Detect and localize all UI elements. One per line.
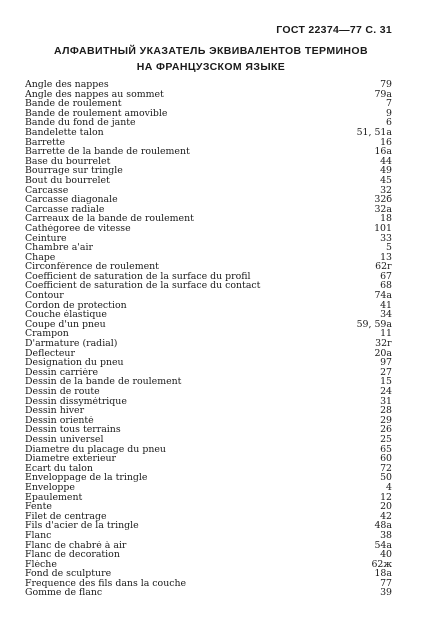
entry-number: 65 [380, 443, 392, 455]
entry-term: Dessin de route [25, 387, 100, 397]
index-entry [25, 157, 392, 167]
entry-number: 15 [380, 376, 392, 388]
entry-number: 32 [380, 184, 392, 196]
index-entry [25, 195, 392, 205]
entry-term: Frequence des fils dans la couche [25, 578, 187, 589]
entry-number: 16a [374, 146, 392, 158]
entry-number: 9 [386, 107, 392, 119]
index-entry [25, 531, 392, 541]
entry-number: 16 [380, 136, 392, 148]
entry-number: 31 [380, 395, 392, 407]
index-entry [25, 138, 392, 148]
index-entry [25, 205, 392, 215]
entry-term: Fond de sculpture [25, 569, 112, 579]
index-entry [25, 262, 392, 272]
index-entry [25, 454, 392, 464]
index-entry [25, 406, 392, 416]
entry-term: Barrette [25, 137, 66, 148]
entry-term: Epaulement [25, 492, 83, 503]
entry-term: Chape [25, 252, 56, 263]
entry-number: 49 [380, 165, 392, 177]
entry-number: 74a [374, 290, 392, 302]
entry-term: Carcasse [25, 185, 69, 196]
entry-term: Dessin de la bande de roulement [25, 377, 182, 387]
entry-number: 18 [380, 213, 392, 225]
index-entry [25, 166, 392, 176]
entry-term: Gomme de flanc [25, 588, 103, 599]
entry-number: 60 [380, 453, 392, 465]
index-entry [25, 109, 392, 119]
entry-term: Deflecteur [25, 348, 75, 359]
entry-term: Chambre a'air [25, 243, 93, 253]
index-entry [25, 320, 392, 330]
entry-term: Fils d'acier de la tringle [25, 521, 139, 531]
index-entry [25, 512, 392, 522]
index-entry [25, 99, 392, 109]
entry-number: 32a [374, 203, 392, 215]
entry-term: Base du bourrelet [25, 156, 111, 167]
entry-number: 50 [380, 472, 392, 484]
index-entry [25, 569, 392, 579]
index-entry [25, 588, 392, 598]
index-entry [25, 214, 392, 224]
entry-term: Carcasse radiale [25, 204, 105, 215]
entry-number: 42 [380, 510, 392, 522]
entry-term: Bandelette talon [25, 127, 104, 138]
entry-number: 101 [374, 222, 392, 234]
entry-number: 59, 59a [356, 318, 392, 330]
index-entry [25, 329, 392, 339]
index-entry [25, 435, 392, 445]
index-entry [25, 224, 392, 234]
entry-term: Ceinture [25, 233, 67, 244]
entry-term: Dessin carrière [25, 367, 99, 378]
index-entry [25, 445, 392, 455]
index-entry [25, 560, 392, 570]
index-entry [25, 349, 392, 359]
entry-term: Carreaux de la bande de roulement [25, 214, 194, 224]
index-entry [25, 550, 392, 560]
entry-number: 38 [380, 529, 392, 541]
entry-number: 34 [380, 309, 392, 321]
entry-number: 68 [380, 280, 392, 292]
index-entry [25, 473, 392, 483]
entry-number: 32г [375, 338, 392, 350]
index-entry [25, 272, 392, 282]
index-entry [25, 281, 392, 291]
index-entry [25, 291, 392, 301]
entry-term: Fente [25, 502, 52, 512]
page-header: ГОСТ 22374—77 С. 31 [276, 24, 392, 36]
entry-number: 77 [380, 577, 392, 589]
entry-number: 24 [380, 386, 392, 397]
entry-number: 20a [374, 347, 392, 359]
entry-number: 79 [380, 79, 392, 90]
index-entry [25, 368, 392, 378]
index-entry [25, 186, 392, 196]
title-line-1: АЛФАВИТНЫЙ УКАЗАТЕЛЬ ЭКВИВАЛЕНТОВ ТЕРМИНОВ [54, 45, 368, 57]
index-entry [25, 234, 392, 244]
entry-term: Coupe d'un pneu [25, 319, 106, 330]
entry-term: Flanc de chabré à air [25, 540, 127, 551]
entry-term: Designation du pneu [25, 358, 124, 368]
index-entry [25, 301, 392, 311]
entry-term: Dessin tous terrains [25, 425, 121, 435]
entry-term: Angle des nappes au sommet [25, 89, 164, 100]
index-entry [25, 80, 392, 90]
entry-number: 79a [374, 88, 392, 100]
entry-term: Bande du fond de jante [25, 118, 136, 128]
index-entry [25, 579, 392, 589]
index-entry [25, 147, 392, 157]
entry-term: Contour [25, 291, 64, 301]
entry-term: Enveloppe [25, 482, 75, 493]
index-entry [25, 464, 392, 474]
index-entry [25, 90, 392, 100]
entry-number: 45 [380, 174, 392, 186]
title-line-2: НА ФРАНЦУЗСКОМ ЯЗЫКЕ [136, 61, 286, 73]
entry-number: 6 [386, 117, 392, 129]
entry-number: 5 [386, 242, 392, 254]
index-entry [25, 310, 392, 320]
entry-number: 44 [380, 155, 392, 167]
entry-number: 32б [374, 194, 392, 206]
entry-number: 29 [380, 414, 392, 426]
index-entry [25, 387, 392, 397]
index-entry [25, 128, 392, 138]
entry-term: Ecart du talon [25, 463, 93, 474]
entry-number: 54a [374, 539, 392, 551]
entry-term: Coefficient de saturation de la surface du contact [25, 281, 261, 292]
entry-number: 39 [380, 587, 392, 599]
entry-term: Bourrage sur tringle [25, 166, 123, 176]
index-entry [25, 416, 392, 426]
index-entry [25, 502, 392, 512]
entry-number: 26 [380, 424, 392, 436]
entry-number: 28 [380, 405, 392, 417]
entry-number: 20 [380, 501, 392, 513]
index-entry [25, 358, 392, 368]
entry-term: Dessin dissymétrique [25, 396, 127, 407]
entry-term: Carcasse diagonale [25, 195, 118, 205]
entry-term: Bout du bourrelet [25, 175, 110, 186]
entry-term: Diametre du placage du pneu [25, 444, 166, 455]
page-title [0, 43, 422, 75]
entry-term: Crampon [25, 329, 69, 340]
entry-number: 33 [380, 232, 392, 244]
entry-number: 13 [380, 251, 392, 263]
entry-number: 41 [380, 299, 392, 311]
index-entries [25, 80, 392, 598]
entry-term: Bande de roulement amovible [25, 108, 168, 119]
entry-number: 4 [386, 481, 392, 493]
entry-number: 51, 51a [356, 126, 392, 138]
entry-number: 67 [380, 270, 392, 282]
entry-number: 25 [380, 433, 392, 445]
entry-term: Circonférence de roulement [25, 262, 159, 272]
entry-term: Dessin hiver [25, 406, 85, 416]
entry-term: Angle des nappes [25, 80, 109, 90]
entry-number: 62г [375, 261, 392, 273]
entry-number: 18a [374, 568, 392, 580]
entry-term: Flanc de decoration [25, 550, 120, 560]
index-entry [25, 493, 392, 503]
entry-number: 7 [386, 98, 392, 110]
entry-term: D'armature (radial) [25, 339, 118, 349]
entry-term: Dessin universel [25, 434, 104, 445]
index-entry [25, 425, 392, 435]
index-entry [25, 397, 392, 407]
entry-number: 97 [380, 357, 392, 369]
index-entry [25, 541, 392, 551]
entry-term: Diametre exterieur [25, 454, 117, 464]
index-entry [25, 339, 392, 349]
index-entry [25, 118, 392, 128]
entry-number: 40 [380, 549, 392, 561]
entry-number: 11 [380, 328, 392, 340]
index-entry [25, 483, 392, 493]
entry-number: 27 [380, 366, 392, 378]
entry-term: Enveloppage de la tringle [25, 473, 148, 483]
index-entry [25, 377, 392, 387]
entry-term: Flanc [25, 530, 52, 541]
entry-term: Cordon de protection [25, 300, 127, 311]
index-entry [25, 176, 392, 186]
index-entry [25, 253, 392, 263]
entry-term: Flèche [25, 559, 57, 570]
entry-term: Coefficient de saturation de la surface du profil [25, 271, 251, 282]
entry-number: 48a [374, 520, 392, 532]
entry-term: Bande de roulement [25, 99, 122, 109]
entry-term: Barrette de la bande de roulement [25, 147, 190, 157]
entry-term: Couche élastique [25, 310, 107, 320]
entry-number: 12 [380, 491, 392, 503]
entry-number: 62ж [371, 558, 392, 570]
entry-term: Cathégoree de vitesse [25, 223, 131, 234]
entry-term: Filet de centrage [25, 511, 107, 522]
entry-term: Dessin orienté [25, 415, 94, 426]
index-entry [25, 243, 392, 253]
index-entry [25, 521, 392, 531]
entry-number: 72 [380, 462, 392, 474]
